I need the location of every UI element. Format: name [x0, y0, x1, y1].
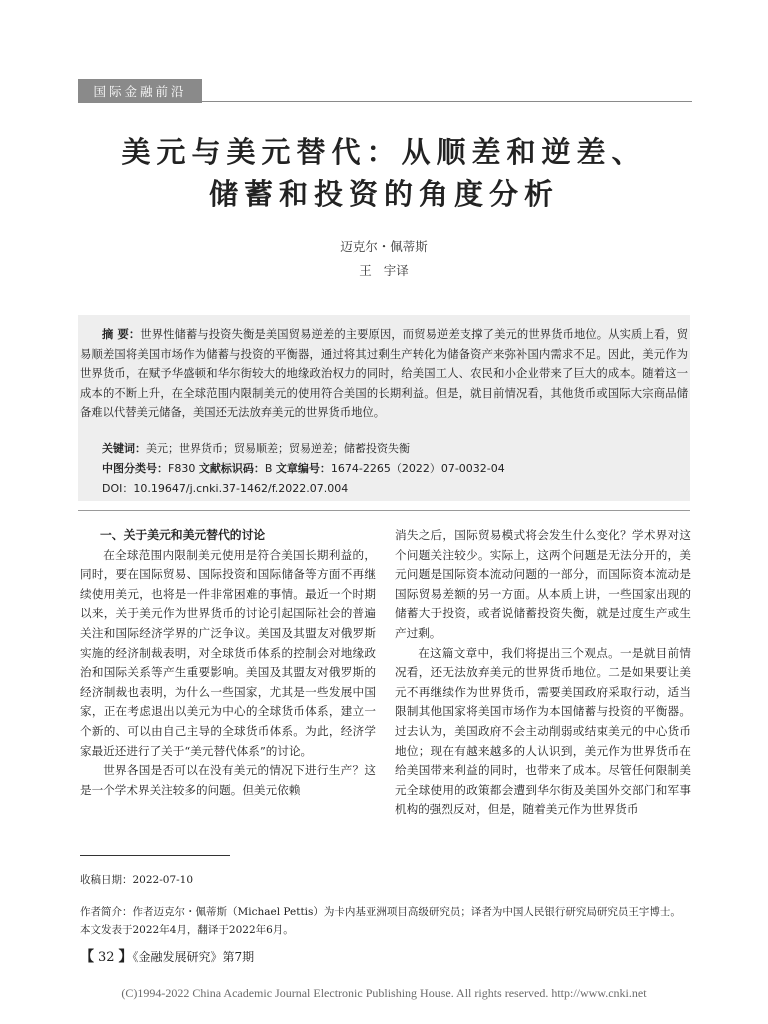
keywords-text: 美元；世界货币；贸易顺差；贸易逆差；储蓄投资失衡 — [146, 442, 410, 455]
clc-label: 中图分类号： — [102, 462, 168, 475]
doi-line — [102, 480, 348, 496]
page-number: 32 — [98, 950, 115, 965]
article-number-label: 文章编号： — [275, 462, 331, 475]
abstract-separator — [78, 510, 690, 511]
article-title-line2: 储蓄和投资的角度分析 — [208, 177, 559, 211]
article-number-value: 1674-2265（2022）07-0032-04 — [330, 462, 505, 475]
body-paragraph: 世界各国是否可以在没有美元的情况下进行生产？这是一个学术界关注较多的问题。但美元依赖 — [80, 763, 376, 797]
author-bio: 作者简介：作者迈克尔・佩蒂斯（Michael Pettis）为卡内基亚洲项目高级研究员；译者为中国人民银行研究局研究员王宇博士。本文发表于2022年4月，翻译于2022年6月。 — [80, 906, 681, 936]
journal-name: 《金融发展研究》第7期 — [132, 950, 255, 964]
body-column-right — [395, 526, 691, 846]
body-paragraph: 消失之后，国际贸易模式将会发生什么变化？学术界对这个问题关注较少。实际上，这两个问题是无法分开的，美元问题是国际资本流动问题的一部分，而国际资本流动是国际贸易差额的另一方面。从本质上讲，一些国家出现的储蓄大于投资，或者说储蓄投资失衡，就是过度生产或生产过剩。 — [395, 528, 691, 640]
keywords — [102, 440, 410, 456]
section-tag: 国际金融前沿 — [78, 79, 202, 103]
page-bracket-open: 【 — [80, 949, 94, 965]
abstract-label: 摘 要： — [102, 328, 141, 341]
abstract-text: 世界性储蓄与投资失衡是美国贸易逆差的主要原因，而贸易逆差支撑了美元的世界货币地位。从实质上看，贸易顺差国将美国市场作为储蓄与投资的平衡器，通过将其过剩生产转化为储备资产来弥补国内需求不足。因此，美元作为世界货币，在赋予华盛顿和华尔街较大的地缘政治权力的同时，给美国工人、农民和小企业带来了巨大的成本。随着这一成本的不断上升，在全球范围内限制美元的使用符合美国的长期利益。但是，就目前情况看，其他货币或国际大宗商品储备难以代替美元储备，美国还无法放弃美元的世界货币地位。 — [80, 328, 688, 420]
body-paragraph: 在这篇文章中，我们将提出三个观点。一是就目前情况看，还无法放弃美元的世界货币地位。二是如果要让美元不再继续作为世界货币，需要美国政府采取行动，适当限制其他国家将美国市场作为本国储蓄与投资的平衡器。过去认为，美国政府不会主动削弱或结束美元的中心货币地位；现在有越来越多的人认识到，美元作为世界货币在给美国带来利益的同时，也带来了成本。尽管任何限制美元全球使用的政策都会遭到华尔街及美国外交部门和军事机构的强烈反对，但是，随着美元作为世界货币 — [395, 645, 691, 817]
article-title-line1: 美元与美元替代：从顺差和逆差、 — [121, 135, 647, 169]
body-column-left — [80, 526, 376, 846]
body-paragraph: 在全球范围内限制美元使用是符合美国长期利益的，同时，要在国际贸易、国际投资和国际储备等方面不再继续使用美元，也将是一件非常困难的事情。最近一个时期以来，关于美元作为世界货币的讨论引起国际社会的普遍关注和国际经济学界的广泛争议。美国及其盟友对俄罗斯实施的经济制裁表明，对全球货币体系的控制会对地缘政治和国际关系等产生重要影响。美国及其盟友对俄罗斯的经济制裁也表明，为什么一些国家，尤其是一些发展中国家，正在考虑退出以美元为中心的全球货币体系，建立一个新的、可以由自己主导的全球货币体系。为此，经济学家最近还进行了关于“美元替代体系”的讨论。 — [80, 547, 376, 758]
section-heading-1: 一、关于美元和美元替代的讨论 — [100, 528, 266, 542]
abstract — [80, 325, 688, 423]
page-footer — [80, 946, 254, 966]
page-bracket-close: 】 — [118, 949, 133, 965]
translator-name: 王 宇译 — [359, 263, 409, 278]
classification-line — [102, 460, 505, 476]
section-divider — [202, 101, 692, 102]
keywords-label: 关键词： — [102, 442, 146, 455]
doc-code-label: 文献标识码： — [198, 462, 265, 475]
received-date: 收稿日期：2022-07-10 — [80, 874, 194, 886]
doi-label: DOI： — [102, 482, 134, 495]
copyright-notice: (C)1994-2022 China Academic Journal Electronic Publishing House. All rights reserved. http://www.cnki.net — [121, 986, 647, 1000]
clc-value: F830 — [168, 462, 196, 475]
footnote-rule — [80, 855, 230, 856]
author-name: 迈克尔・佩蒂斯 — [340, 239, 428, 254]
doi-value: 10.19647/j.cnki.37-1462/f.2022.07.004 — [133, 482, 349, 495]
doc-code-value: B — [264, 462, 273, 475]
